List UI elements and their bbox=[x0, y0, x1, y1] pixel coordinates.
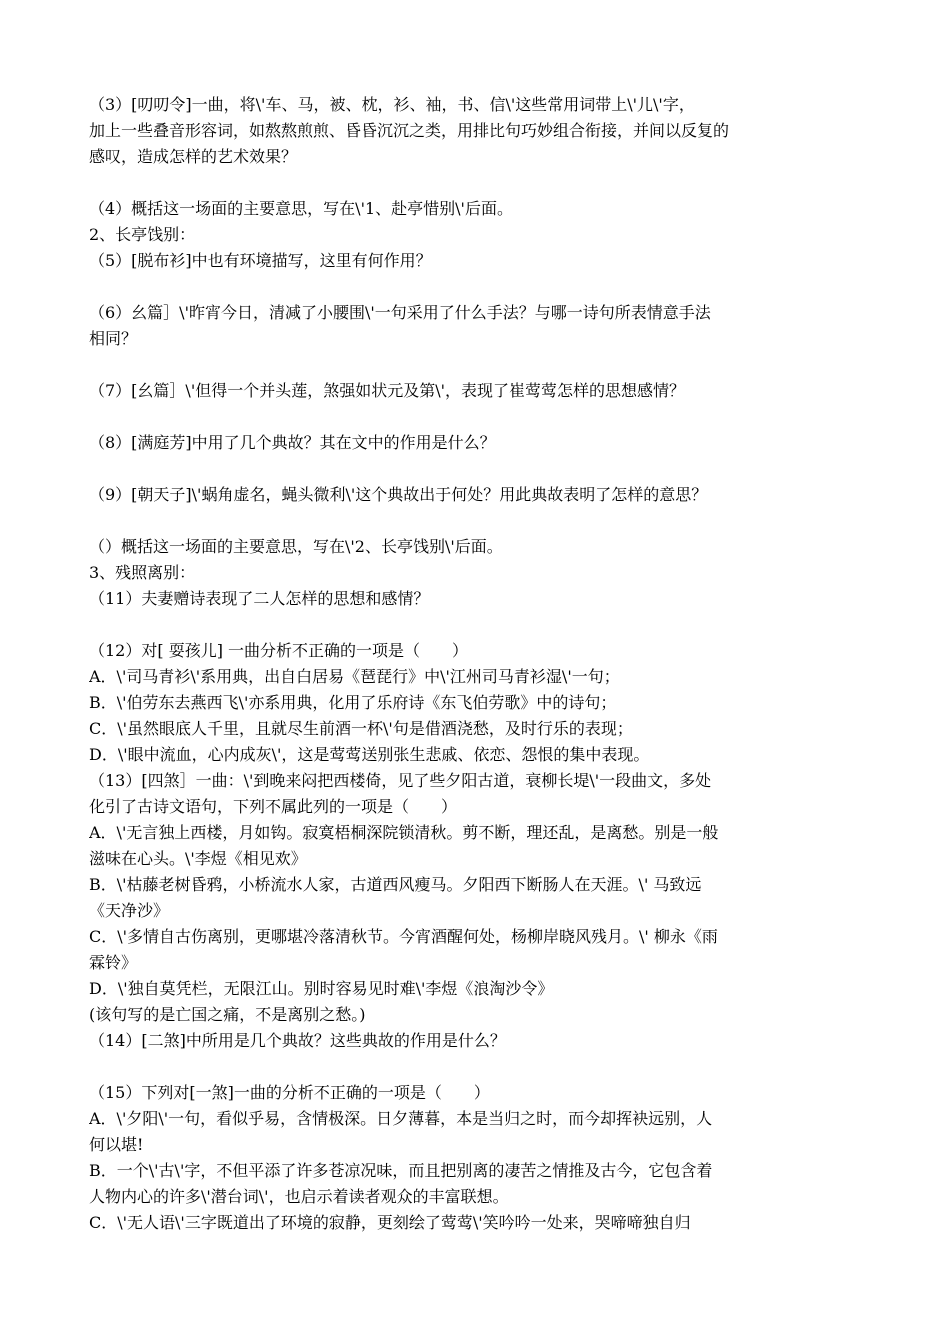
text-line: A．\'夕阳\'一句，看似乎易，含情极深。日夕薄暮，本是当归之时，而今却挥袂远别，人 bbox=[89, 1109, 713, 1128]
blank-line bbox=[89, 274, 869, 300]
text-line: B．一个\'古\'字，不但平添了许多苍凉况味，而且把别离的凄苦之情推及古今，它包含着 bbox=[89, 1161, 713, 1180]
text-line: 人物内心的许多\'潜台词\'，也启示着读者观众的丰富联想。 bbox=[89, 1187, 509, 1206]
blank-line bbox=[89, 1054, 869, 1080]
text-line: 化引了古诗文语句，下列不属此列的一项是（ ） bbox=[89, 797, 458, 816]
text-line: C．\'多情自古伤离别，更哪堪冷落清秋节。今宵酒醒何处，杨柳岸晓风残月。\' 柳永《雨 bbox=[89, 927, 718, 946]
text-line: （9）[朝天子]\'蜗角虚名，蝇头微利\'这个典故出于何处？用此典故表明了怎样的意思？ bbox=[89, 485, 708, 504]
text-line: B．\'枯藤老树昏鸦，小桥流水人家，古道西风瘦马。夕阳西下断肠人在天涯。\' 马致远 bbox=[89, 875, 702, 894]
text-line: （）概括这一场面的主要意思，写在\'2、长亭饯别\'后面。 bbox=[89, 537, 503, 556]
text-line: 滋味在心头。\'李煜《相见欢》 bbox=[89, 849, 307, 868]
blank-line bbox=[89, 404, 869, 430]
text-line: （5）[脱布衫]中也有环境描写，这里有何作用？ bbox=[89, 251, 432, 270]
text-line: （8）[满庭芳]中用了几个典故？其在文中的作用是什么？ bbox=[89, 433, 496, 452]
text-line: C．\'无人语\'三字既道出了环境的寂静，更刻绘了莺莺\'笑吟吟一处来，哭啼啼独自归 bbox=[89, 1213, 691, 1232]
text-line: （12）对[ 耍孩儿] 一曲分析不正确的一项是（ ） bbox=[89, 641, 469, 660]
text-line: 感叹，造成怎样的艺术效果？ bbox=[89, 147, 298, 166]
text-line: 加上一些叠音形容词，如熬熬煎煎、昏昏沉沉之类，用排比句巧妙组合衔接，并间以反复的 bbox=[89, 121, 730, 140]
text-line: （11）夫妻赠诗表现了二人怎样的思想和感情？ bbox=[89, 589, 430, 608]
document-page bbox=[89, 92, 869, 1236]
text-line: （14）[二煞]中所用是几个典故？这些典故的作用是什么？ bbox=[89, 1031, 506, 1050]
blank-line bbox=[89, 352, 869, 378]
text-line: A．\'无言独上西楼，月如钩。寂寞梧桐深院锁清秋。剪不断，理还乱，是离愁。别是一般 bbox=[89, 823, 719, 842]
text-line: C．\'虽然眼底人千里，且就尽生前酒一杯\'句是借酒浇愁，及时行乐的表现； bbox=[89, 719, 633, 738]
blank-line bbox=[89, 456, 869, 482]
text-line: D．\'眼中流血，心内成灰\'，这是莺莺送别张生悲戚、依恋、怨恨的集中表现。 bbox=[89, 745, 650, 764]
text-line: D．\'独自莫凭栏，无限江山。别时容易见时难\'李煜《浪淘沙令》 bbox=[89, 979, 554, 998]
blank-line bbox=[89, 612, 869, 638]
text-line: （3）[叨叨令]一曲，将\'车、马，被、枕，衫、袖，书、信\'这些常用词带上\'儿\'字， bbox=[89, 95, 695, 114]
text-line: 相同？ bbox=[89, 329, 138, 348]
blank-line bbox=[89, 508, 869, 534]
text-line: 2、长亭饯别： bbox=[89, 225, 196, 244]
text-line: 霖铃》 bbox=[89, 953, 138, 972]
text-line: （13）[四煞］一曲：\'到晚来闷把西楼倚，见了些夕阳古道，衰柳长堤\'一段曲文，多处 bbox=[89, 771, 712, 790]
text-line: (该句写的是亡国之痛，不是离别之愁。) bbox=[89, 1005, 366, 1024]
text-line: 3、残照离别： bbox=[89, 563, 196, 582]
text-line: 《天净沙》 bbox=[89, 901, 170, 920]
text-line: A．\'司马青衫\'系用典，出自白居易《琶琵行》中\'江州司马青衫湿\'一句； bbox=[89, 667, 620, 686]
text-line: 何以堪! bbox=[89, 1135, 144, 1154]
blank-line bbox=[89, 170, 869, 196]
text-line: （4）概括这一场面的主要意思，写在\'1、赴亭惜别\'后面。 bbox=[89, 199, 513, 218]
text-line: （7）[幺篇］\'但得一个并头莲，煞强如状元及第\'，表现了崔莺莺怎样的思想感情？ bbox=[89, 381, 686, 400]
text-line: （15）下列对[一煞]一曲的分析不正确的一项是（ ） bbox=[89, 1083, 490, 1102]
text-line: B．\'伯劳东去燕西飞\'亦系用典，化用了乐府诗《东飞伯劳歌》中的诗句； bbox=[89, 693, 617, 712]
text-line: （6）幺篇］\'昨宵今日，清减了小腰围\'一句采用了什么手法？与哪一诗句所表情意手法 bbox=[89, 303, 711, 322]
